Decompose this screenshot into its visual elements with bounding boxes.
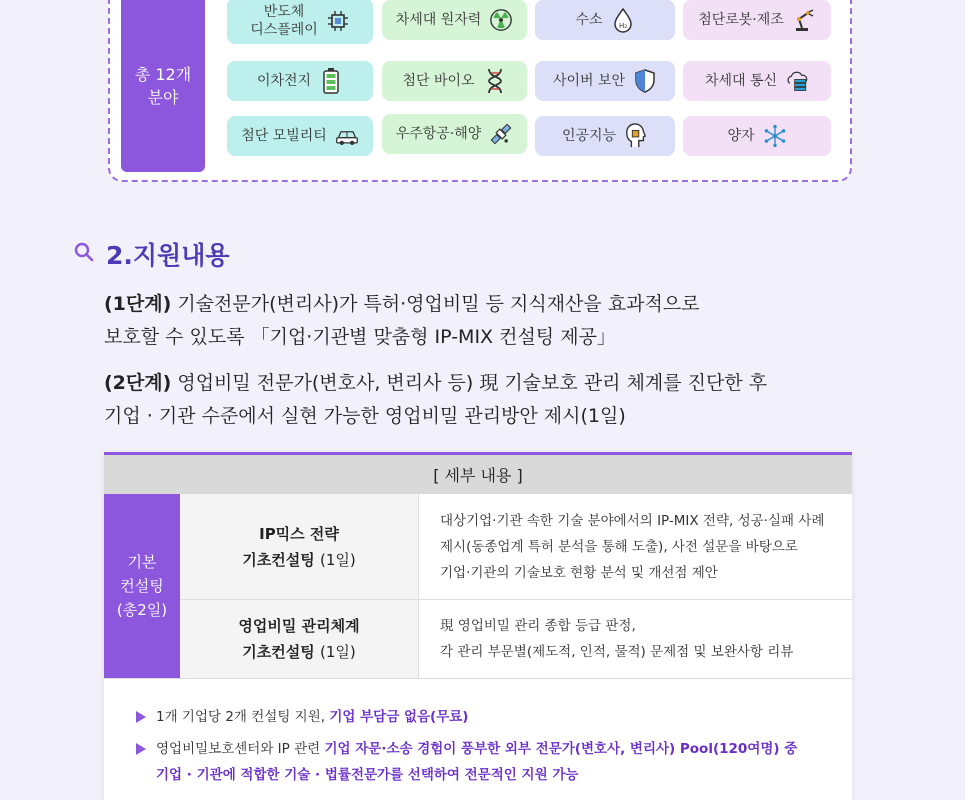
chip-icon [326,9,350,33]
step2-text-line1: 영업비밀 전문가(변호사, 변리사 등) 現 기술보호 관리 체계를 진단한 후 [177,372,768,394]
field-chip-cybersecurity: 사이버 보안 [535,61,675,101]
hydrogen-drop-icon [611,8,635,32]
column-divider [418,494,419,678]
note-item-experts: 영업비밀보호센터와 IP 관련 기업 자문·소송 경험이 풍부한 외부 전문가(변호사, 변리사) Pool(120여명) 중 기업 · 기관에 적합한 기술 · 법률전문가를 선택하여 전문적인 지원 가능 [136,736,797,788]
car-icon [335,124,359,148]
detail-table [104,452,852,800]
step1-paragraph [104,288,700,354]
ai-head-icon [624,124,648,148]
svg-text:H₂: H₂ [618,22,627,30]
battery-icon [319,69,343,93]
quantum-icon [763,124,787,148]
field-chip-robotics: 첨단로봇·제조 [683,0,831,40]
field-chip-hydrogen: 수소 H₂ [535,0,675,40]
dna-icon [483,69,507,93]
row-tradesecret-description: 現 영업비밀 관리 종합 등급 판정, 각 관리 부문별(제도적, 인적, 물적) 문제점 및 보완사항 리뷰 [440,618,794,660]
field-chip-aerospace: 우주항공·해양 [382,114,527,154]
step1-label: (1단계) [104,293,172,315]
cloud-server-icon [785,69,809,93]
fields-count-label [121,0,205,172]
field-chip-mobility: 첨단 모빌리티 [227,116,373,156]
table-header: [ 세부 내용 ] [104,452,852,494]
satellite-icon [489,122,513,146]
step1-text-line2: 보호할 수 있도록 「기업·기관별 맞춤형 IP-MIX 컨설팅 제공」 [104,326,616,348]
section-title [72,236,230,272]
robot-arm-icon [792,8,816,32]
row-ipmix-description: 대상기업·기관 속한 기술 분야에서의 IP-MIX 전략, 성공·실패 사례 제시(동종업계 특허 분석을 통해 도출), 사전 설문을 바탕으로 기업·기관의 기술보호 현황 분석 및 개선점 제안 [440,512,825,581]
field-chip-semiconductor: 반도체 디스플레이 [227,0,373,44]
step1-text-line1: 기술전문가(변리사)가 특허·영업비밀 등 지식재산을 효과적으로 [177,293,700,315]
triangle-bullet-icon [136,743,146,755]
table-bottom-divider [104,678,852,679]
field-chip-nuclear: 차세대 원자력 [382,0,527,40]
basic-consulting-label: 기본 컨설팅 (총2일) [104,494,180,678]
note-item-free: 1개 기업당 2개 컨설팅 지원, 기업 부담금 없음(무료) [136,704,468,730]
field-chip-battery: 이차전지 [227,61,373,101]
fields-count: 총 12개 [134,65,192,84]
shield-icon [633,69,657,93]
fields-count-unit: 분야 [147,88,179,107]
step2-paragraph [104,367,767,433]
triangle-bullet-icon [136,711,146,723]
row-ipmix-title: IP믹스 전략 기초컨설팅 (1일) [180,494,418,599]
field-chip-quantum: 양자 [683,116,831,156]
field-chip-ai: 인공지능 [535,116,675,156]
row-tradesecret-title: 영업비밀 관리체계 기초컨설팅 (1일) [180,600,418,678]
section-heading: 2.지원내용 [106,241,230,270]
step2-label: (2단계) [104,372,172,394]
field-chip-bio: 첨단 바이오 [382,61,527,101]
step2-text-line2: 기업 · 기관 수준에서 실현 가능한 영업비밀 관리방안 제시(1일) [104,405,626,427]
field-chip-telecom: 차세대 통신 [683,61,831,101]
radiation-icon [489,8,513,32]
search-icon [72,240,96,268]
